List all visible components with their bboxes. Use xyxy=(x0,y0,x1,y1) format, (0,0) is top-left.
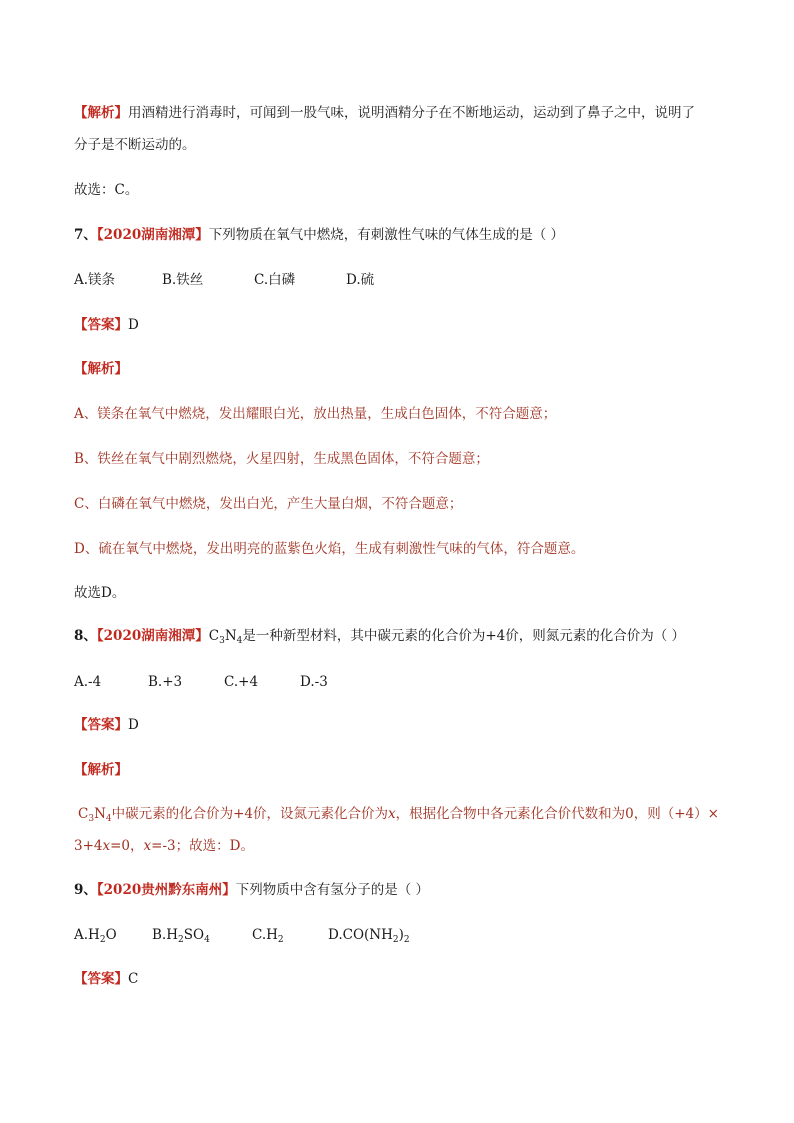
q9-stem xyxy=(74,881,429,899)
q9-number: 9、 xyxy=(74,882,97,898)
q8-option-d: D.-3 xyxy=(300,674,328,690)
q8-analysis-tag xyxy=(74,761,128,779)
q8-question: 是一种新型材料，其中碳元素的化合价为+4价，则氮元素的化合价为（ ） xyxy=(242,628,686,644)
q8-answer xyxy=(74,716,139,734)
q8-option-b: B.+3 xyxy=(148,674,183,690)
answer-tag: 【答案】 xyxy=(74,317,128,333)
q7-source: 【2020湖南湘潭】 xyxy=(96,227,209,243)
q9-option-a: $A.H_2O$ xyxy=(74,927,117,945)
q8-options xyxy=(74,673,328,691)
q7-answer xyxy=(74,316,139,334)
q6-choice: 故选：C。 xyxy=(74,182,139,198)
q7-option-a: A.镁条 xyxy=(74,272,116,288)
q7-option-b: B.铁丝 xyxy=(162,272,204,288)
q7-analysis-b: B、铁丝在氧气中剧烈燃烧，火星四射，生成黑色固体，不符合题意； xyxy=(74,451,489,467)
q7-options xyxy=(74,271,374,289)
q9-options xyxy=(74,926,410,944)
q7-analysis-tag xyxy=(74,360,128,378)
q7-analysis-c: C、白磷在氧气中燃烧，发出白光，产生大量白烟，不符合题意； xyxy=(74,496,463,512)
q7-number: 7、 xyxy=(74,227,97,243)
q8-stem xyxy=(74,627,685,645)
analysis-tag: 【解析】 xyxy=(74,762,128,778)
q6-analysis-line2: 分子是不断运动的。 xyxy=(74,137,196,153)
q9-answer xyxy=(74,970,138,988)
q6-analysis-line1 xyxy=(74,104,695,122)
q7-analysis-a: A、镁条在氧气中燃烧，发出耀眼白光，放出热量，生成白色固体，不符合题意； xyxy=(74,406,557,422)
q7-option-d: D.硫 xyxy=(346,272,375,288)
q8-analysis-line2: 3+4x=0，x=-3；故选：D。 xyxy=(74,838,254,854)
q8-answer-value: D xyxy=(128,717,139,733)
q9-answer-value: C xyxy=(128,971,139,987)
q8-option-c: C.+4 xyxy=(224,674,259,690)
q7-analysis-d: D、硫在氧气中燃烧，发出明亮的蓝紫色火焰，生成有刺激性气味的气体，符合题意。 xyxy=(74,541,585,557)
analysis-tag: 【解析】 xyxy=(74,105,128,121)
q7-stem xyxy=(74,226,564,244)
answer-tag: 【答案】 xyxy=(74,971,128,987)
q7-option-c: C.白磷 xyxy=(254,272,296,288)
q8-formula: $C_3N_4$ xyxy=(208,628,243,646)
q9-option-c: $C.H_2$ xyxy=(252,927,284,945)
q9-option-b: $B.H_2SO_4$ xyxy=(152,927,210,945)
q7-choice: 故选D。 xyxy=(74,585,126,601)
q7-answer-value: D xyxy=(128,317,139,333)
q8-analysis-line1: $C_3N_4$中碳元素的化合价为+4价，设氮元素化合价为x，根据化合物中各元素化合价代数和为0，则（+4）× xyxy=(78,806,719,824)
answer-tag: 【答案】 xyxy=(74,717,128,733)
analysis-tag: 【解析】 xyxy=(74,361,128,377)
q8-option-a: A.-4 xyxy=(74,674,102,690)
q9-option-d: $D.CO(NH_2)_2$ xyxy=(328,927,410,945)
q7-question: 下列物质在氧气中燃烧，有刺激性气味的气体生成的是（ ） xyxy=(208,227,565,243)
q9-question: 下列物质中含有氢分子的是（ ） xyxy=(235,882,430,898)
q8-analysis-formula: $C_3N_4$ xyxy=(78,806,112,824)
q6-analysis-text: 用酒精进行消毒时，可闻到一股气味，说明酒精分子在不断地运动，运动到了鼻子之中，说明了 xyxy=(128,105,695,121)
q8-number: 8、 xyxy=(74,628,97,644)
q8-source: 【2020湖南湘潭】 xyxy=(96,628,209,644)
q9-source: 【2020贵州黔东南州】 xyxy=(96,882,236,898)
